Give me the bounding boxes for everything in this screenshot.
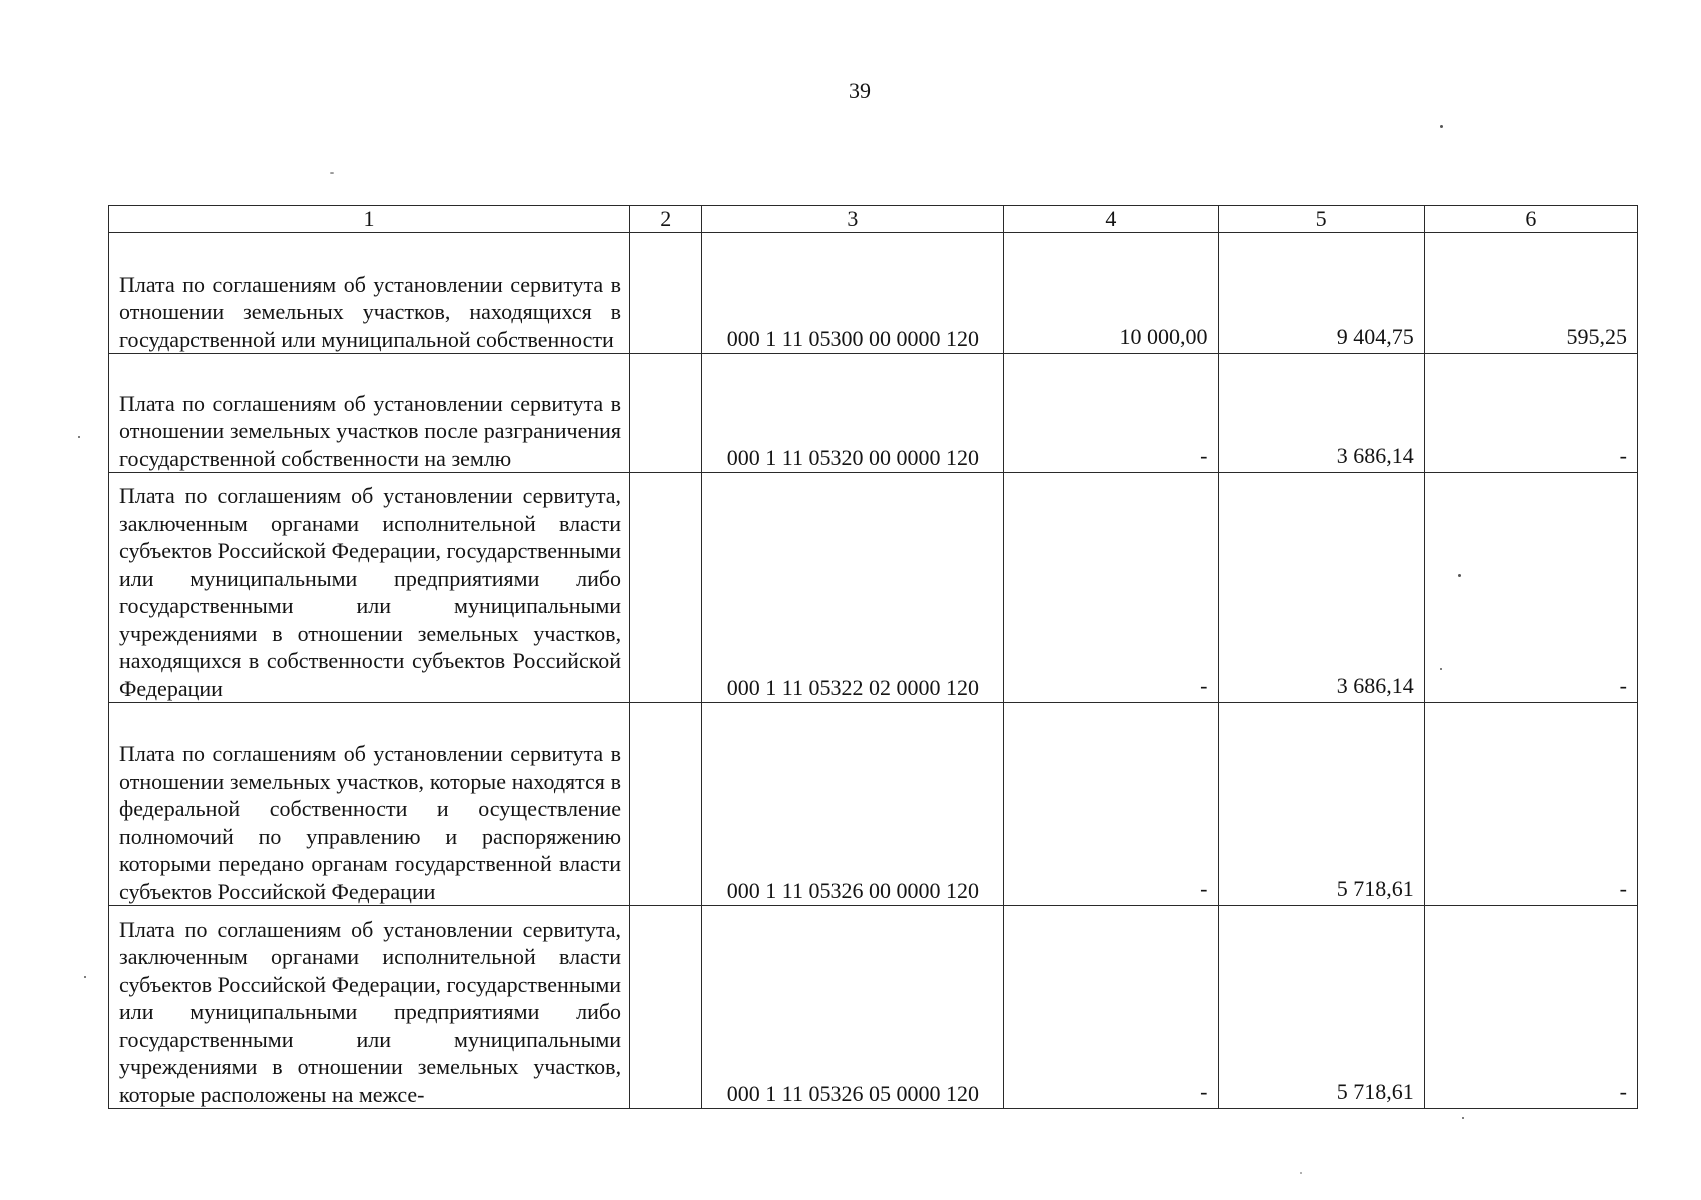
amount-col5-cell: 5 718,61 xyxy=(1218,703,1424,906)
scan-speck xyxy=(330,172,334,174)
revenue-name-cell: Плата по соглашениям об установлении сервитута, заключенным органами исполнительной власти субъектов Российской Федерации, государственными или муниципальными предприятиями либо государственными или муниципальными учреждениями в отношении земельных участков, которые расположены на межсе- xyxy=(109,906,630,1109)
amount-col5-cell: 5 718,61 xyxy=(1218,906,1424,1109)
table-header-row xyxy=(109,206,1638,233)
revenue-name-cell: Плата по соглашениям об установлении сервитута, заключенным органами исполнительной власти субъектов Российской Федерации, государственными или муниципальными предприятиями либо государственными или муниципальными учреждениями в отношении земельных участков, находящихся в собственности субъектов Российской Федерации xyxy=(109,473,630,703)
scan-speck xyxy=(1458,574,1461,577)
table-row xyxy=(109,354,1638,473)
scan-speck xyxy=(1300,1172,1302,1174)
table-row xyxy=(109,703,1638,906)
empty-cell xyxy=(630,703,702,906)
amount-col6-cell: - xyxy=(1424,354,1637,473)
amount-col4-cell: - xyxy=(1004,354,1218,473)
empty-cell xyxy=(630,906,702,1109)
table-row xyxy=(109,906,1638,1109)
column-header-1: 1 xyxy=(109,206,630,233)
classification-code-cell: 000 1 11 05326 05 0000 120 xyxy=(702,906,1004,1109)
scan-speck xyxy=(1440,668,1442,670)
amount-col6-cell: - xyxy=(1424,906,1637,1109)
amount-col4-cell: - xyxy=(1004,473,1218,703)
table-row xyxy=(109,233,1638,354)
revenue-name-cell: Плата по соглашениям об установлении сервитута в отношении земельных участков после разграничения государственной собственности на землю xyxy=(109,354,630,473)
amount-col5-cell: 9 404,75 xyxy=(1218,233,1424,354)
table-row xyxy=(109,473,1638,703)
amount-col5-cell: 3 686,14 xyxy=(1218,473,1424,703)
classification-code-cell: 000 1 11 05320 00 0000 120 xyxy=(702,354,1004,473)
scan-speck xyxy=(84,976,86,978)
page-number: 39 xyxy=(849,78,871,103)
amount-col5-cell: 3 686,14 xyxy=(1218,354,1424,473)
column-header-6: 6 xyxy=(1424,206,1637,233)
column-header-3: 3 xyxy=(702,206,1004,233)
amount-col6-cell: - xyxy=(1424,473,1637,703)
scan-speck xyxy=(78,436,80,438)
revenue-name-cell: Плата по соглашениям об установлении сервитута в отношении земельных участков, которые находятся в федеральной собственности и осуществление полномочий по управлению и распоряжению которыми передано органам государственной власти субъектов Российской Федерации xyxy=(109,703,630,906)
scan-speck xyxy=(1462,1117,1464,1119)
amount-col6-cell: 595,25 xyxy=(1424,233,1637,354)
empty-cell xyxy=(630,473,702,703)
column-header-5: 5 xyxy=(1218,206,1424,233)
classification-code-cell: 000 1 11 05322 02 0000 120 xyxy=(702,473,1004,703)
amount-col6-cell: - xyxy=(1424,703,1637,906)
column-header-4: 4 xyxy=(1004,206,1218,233)
amount-col4-cell: 10 000,00 xyxy=(1004,233,1218,354)
revenue-name-cell: Плата по соглашениям об установлении сервитута в отношении земельных участков, находящихся в государственной или муниципальной собственности xyxy=(109,233,630,354)
column-header-2: 2 xyxy=(630,206,702,233)
empty-cell xyxy=(630,233,702,354)
amount-col4-cell: - xyxy=(1004,703,1218,906)
classification-code-cell: 000 1 11 05300 00 0000 120 xyxy=(702,233,1004,354)
scan-speck xyxy=(1440,125,1443,128)
revenue-table xyxy=(108,205,1638,1109)
empty-cell xyxy=(630,354,702,473)
classification-code-cell: 000 1 11 05326 00 0000 120 xyxy=(702,703,1004,906)
amount-col4-cell: - xyxy=(1004,906,1218,1109)
